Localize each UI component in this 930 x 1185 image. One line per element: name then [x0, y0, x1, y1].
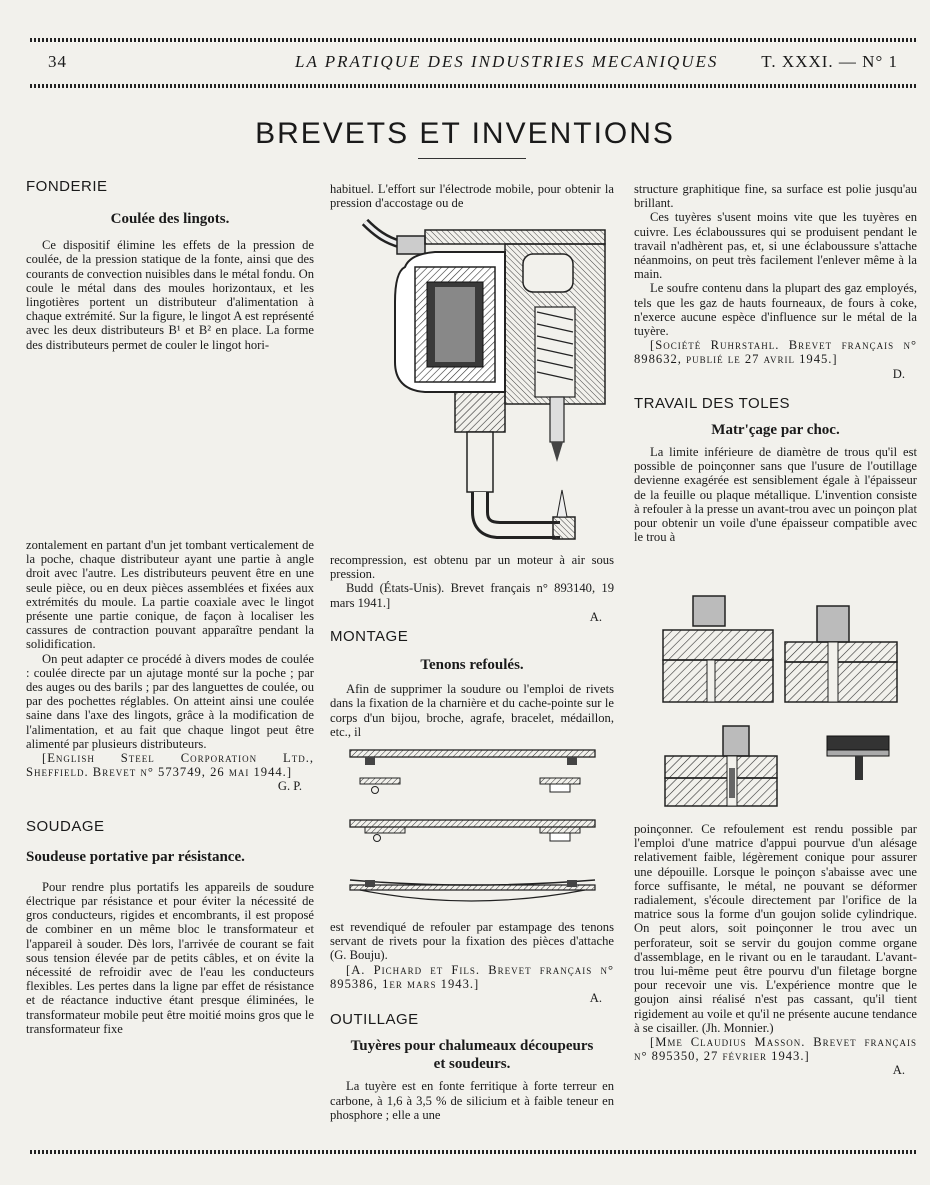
montage-paragraph-1: Afin de supprimer la soudure ou l'emploi de rivets dans la fixation de la charnière et du cache-pointe sur le corps d'un bijou, broche, agrafe, bracelet, médaillon, etc., il	[330, 682, 614, 739]
toles-reference: [Mme Claudius Masson. Brevet français n° 895350, 27 février 1943.]	[634, 1035, 917, 1064]
toles-paragraph-1: La limite inférieure de diamètre de trous qu'il est possible de poinçonner sans que l'usure de l'outillage devienne exagérée est sensiblement égale à l'épaisseur de la feuille ou plaque métallique. L'invention consiste à refouler à la presse un avant-trou avec un poinçon plat pour obtenir un voile d'une épaisseur compatible avec le trou à	[634, 445, 917, 545]
montage-reference: [A. Pichard et Fils. Brevet français n° 895386, 1er mars 1943.]	[330, 962, 614, 991]
toles-article-cont	[634, 822, 917, 1078]
issue-number: T. XXXI. — N° 1	[761, 52, 898, 71]
fonderie-paragraph-1: Ce dispositif élimine les effets de la pression de coulée, de la pression statique de la fonte, ainsi que des courants de convection nuisibles dans le métal fondu. On coule le métal dans des moules horizontaux, et les lingotières portent un distributeur d'alimentation à chaque extrémité. Sur la figure, le lingot A est représenté avec les deux distributeurs B¹ et B² en place. La forme des distributeurs permet de couler le lingot hori-	[26, 238, 314, 352]
bottom-rule	[30, 1150, 916, 1154]
montage-paragraph-1-cont: est revendiqué de refouler par estampage des tenons servant de rivets pour la fixation des pièces d'attache (G. Bouju).	[330, 920, 614, 963]
fonderie-article-cont	[26, 538, 314, 1036]
heading-tenons-refoules: Tenons refoulés.	[420, 657, 524, 674]
heading-tuyeres-line1: Tuyères pour chalumeaux découpeurs	[350, 1038, 594, 1055]
welding-gun-figure	[355, 212, 615, 547]
punch-die-figure	[655, 588, 910, 816]
fonderie-signature: G. P.	[277, 779, 302, 794]
header-rule	[30, 84, 916, 88]
fonderie-reference: [English Steel Corporation Ltd., Sheffield. Brevet n° 573749, 26 mai 1944.]	[26, 751, 314, 780]
heading-coulee-lingots: Coulée des lingots.	[110, 211, 230, 228]
fonderie-article-start	[26, 180, 314, 352]
outillage-paragraph-1-cont: structure graphitique fine, sa surface est polie jusqu'au brillant.	[634, 182, 917, 211]
page-number: 34	[48, 52, 67, 71]
outillage-paragraph-3: Le soufre contenu dans la plupart des gaz employés, tels que les gaz de hauts fourneaux, de fours à coke, n'exerce aucune espèce d'influence sur le métal de la tuyère.	[634, 281, 917, 339]
section-outillage: OUTILLAGE	[330, 1011, 419, 1029]
outillage-paragraph-2: Ces tuyères s'usent moins vite que les tuyères en cuivre. Les éclaboussures qui se produisent pendant le travail n'adhèrent pas, et, si une éclaboussure s'attache néanmoins, on peut très facilement l'enlever même à la main.	[634, 210, 917, 282]
outillage-paragraph-1: La tuyère est en fonte ferritique à forte terreur en carbone, à 1,6 à 3,5 % de silicium et à faible teneur en phosphore ; elle a une	[330, 1079, 614, 1122]
soudage-paragraph-1-cont: habituel. L'effort sur l'électrode mobile, pour obtenir la pression d'accostage ou de	[330, 182, 614, 211]
soudage-paragraph-1-cont2: recompression, est obtenu par un moteur à air sous pression.	[330, 553, 614, 582]
outillage-reference: [Société Ruhrstahl. Brevet français n° 898632, publié le 27 avril 1945.]	[634, 338, 917, 367]
top-rule	[30, 38, 916, 42]
montage-signature: A.	[589, 991, 602, 1006]
running-head	[40, 52, 912, 74]
page-title: BREVETS ET INVENTIONS	[255, 117, 675, 150]
montage-and-outillage	[330, 920, 614, 1122]
heading-matricage: Matr'çage par choc.	[711, 422, 840, 439]
title-divider	[418, 158, 526, 159]
heading-soudeuse-portative: Soudeuse portative par résistance.	[26, 848, 245, 865]
section-fonderie: FONDERIE	[26, 178, 108, 195]
soudage-article-cont	[330, 182, 614, 210]
fonderie-paragraph-2: On peut adapter ce procédé à divers modes de coulée : coulée directe par un ajutage monté sur la poche ; par des auges ou des barils ; par des languettes de coulée, ou par des pochettes réglables. On atteint ainsi une coulée saine dans l'axe des lingots, grâce à la modification de l'alimentation, et au fait que chaque lingot peut être alimenté par plusieurs distributeurs.	[26, 651, 314, 751]
soudage-reference: Budd (États-Unis). Brevet français n° 893140, 19 mars 1941.]	[330, 581, 614, 610]
section-montage: MONTAGE	[330, 628, 409, 646]
soudage-signature: A.	[589, 609, 602, 624]
section-travail-des-toles: TRAVAIL DES TOLES	[634, 394, 791, 412]
journal-title: LA PRATIQUE DES INDUSTRIES MECANIQUES	[295, 52, 719, 71]
soudage-paragraph-1: Pour rendre plus portatifs les appareils de soudure électrique par résistance et pour éviter la nécessité de gros conducteurs, rigides et encombrants, il est proposé de combiner en un même bloc le transformateur et l'appareil à souder. Dès lors, l'arrivée de courant se fait sous tension élevée par de petits câbles, et on évite la nécessité de refroidir avec de l'eau les conducteurs flexibles. Les pertes dans la ligne par effet de résistance et de réactance inductive étant presque éliminées, le transformateur mobile peut être moitié moins gros que le transformateur fixe	[26, 879, 314, 1036]
fonderie-paragraph-1-cont: zontalement en partant d'un jet tombant verticalement de la poche, chaque distributeur ayant une partie à angle droit avec l'autre. Les distributeurs peuvent être en une seule pièce, ou en deux pièces assemblées et fixées aux extrémités du moule. La partie coaxiale avec le lingot présente une partie conique, de façon à localiser les cassures de contraction pouvant apparaître pendant la solidification.	[26, 538, 314, 652]
outillage-signature: D.	[892, 366, 905, 381]
heading-tuyeres-line2: et soudeurs.	[433, 1056, 511, 1073]
tenons-figure	[345, 740, 600, 920]
soudage-and-montage	[330, 553, 614, 739]
toles-signature: A.	[892, 1063, 905, 1078]
toles-paragraph-1-cont: poinçonner. Ce refoulement est rendu possible par l'emploi d'une matrice d'appui pourvue d'un alésage relativement faible, légèrement conique pour assurer une dépouille. Lorsque le poinçon s'abaisse avec une force suffisante, le métal, ne pouvant se déformer radialement, s'écoule directement par l'orifice de la matrice sous la forme d'un goujon solide cylindrique. On peut alors, soit poinçonner le trou avec un perforateur, soit se servir du goujon comme organe d'assemblage, en le rivant ou en le taraudant. L'avant-trou lui-même peut être pourvu d'un filetage borgne pour recevoir une vis. L'expérience montre que le goujon ainsi réalisé n'est pas cassant, qu'il tient rigidement au voile et qu'il ne présente aucune tendance à se cisailler. (Jh. Monnier.)	[634, 822, 917, 1035]
section-soudage: SOUDAGE	[26, 817, 105, 835]
outillage-and-toles	[634, 182, 917, 544]
